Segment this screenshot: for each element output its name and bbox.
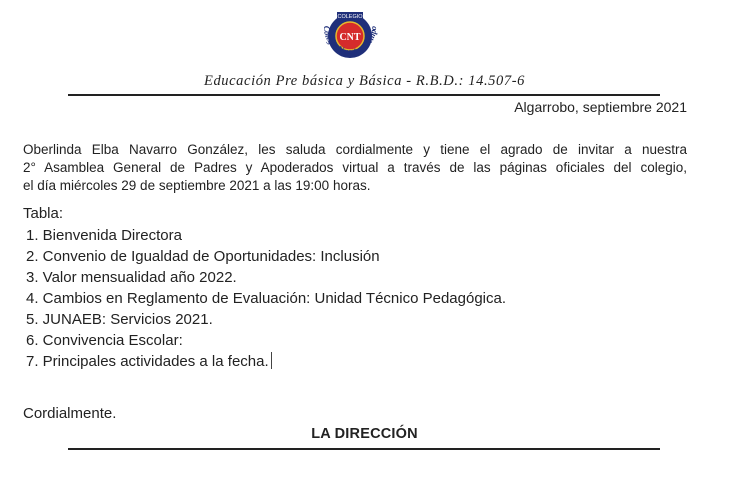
closing-text: Cordialmente. bbox=[23, 405, 117, 422]
agenda-item-text: 5. JUNAEB: Servicios 2021. bbox=[26, 311, 213, 328]
body-line: Oberlinda Elba Navarro González, les saluda cordialmente y tiene el agrado de invitar a nuestra bbox=[23, 142, 687, 157]
body-line: 2° Asamblea General de Padres y Apoderados virtual a través de las páginas oficiales del colegio, bbox=[23, 160, 687, 175]
logo-arc-text: Colegio Nuestro Tiempo bbox=[321, 25, 379, 57]
school-logo bbox=[315, 8, 385, 70]
school-subtitle: Educación Pre básica y Básica - R.B.D.: 14.507-6 bbox=[203, 73, 525, 89]
logo-top-text: COLEGIO bbox=[337, 14, 363, 20]
agenda-item-text: 1. Bienvenida Directora bbox=[26, 227, 182, 244]
agenda-list bbox=[26, 225, 506, 372]
logo-monogram: CNT bbox=[339, 32, 361, 43]
letter-body bbox=[23, 141, 687, 195]
agenda-item bbox=[26, 288, 506, 309]
agenda-item bbox=[26, 225, 506, 246]
agenda-item-text: 7. Principales actividades a la fecha. bbox=[26, 353, 269, 370]
agenda-item-text: 6. Convivencia Escolar: bbox=[26, 332, 183, 349]
agenda-item bbox=[26, 309, 506, 330]
agenda-item-text: 3. Valor mensualidad año 2022. bbox=[26, 269, 237, 286]
agenda-item-text: 2. Convenio de Igualdad de Oportunidades: Inclusión bbox=[26, 248, 380, 265]
agenda-item bbox=[26, 351, 506, 372]
signature: LA DIRECCIÓN bbox=[311, 426, 418, 442]
text-cursor[interactable] bbox=[271, 352, 272, 369]
agenda-title: Tabla: bbox=[23, 205, 64, 222]
agenda-item bbox=[26, 246, 506, 267]
agenda-item bbox=[26, 330, 506, 351]
header-divider bbox=[68, 94, 660, 96]
agenda-item-text: 4. Cambios en Reglamento de Evaluación: Unidad Técnico Pedagógica. bbox=[26, 290, 507, 307]
letter-date: Algarrobo, septiembre 2021 bbox=[514, 99, 687, 115]
body-line: el día miércoles 29 de septiembre 2021 a las 19:00 horas. bbox=[23, 178, 371, 193]
footer-divider bbox=[68, 448, 660, 450]
agenda-item bbox=[26, 267, 506, 288]
